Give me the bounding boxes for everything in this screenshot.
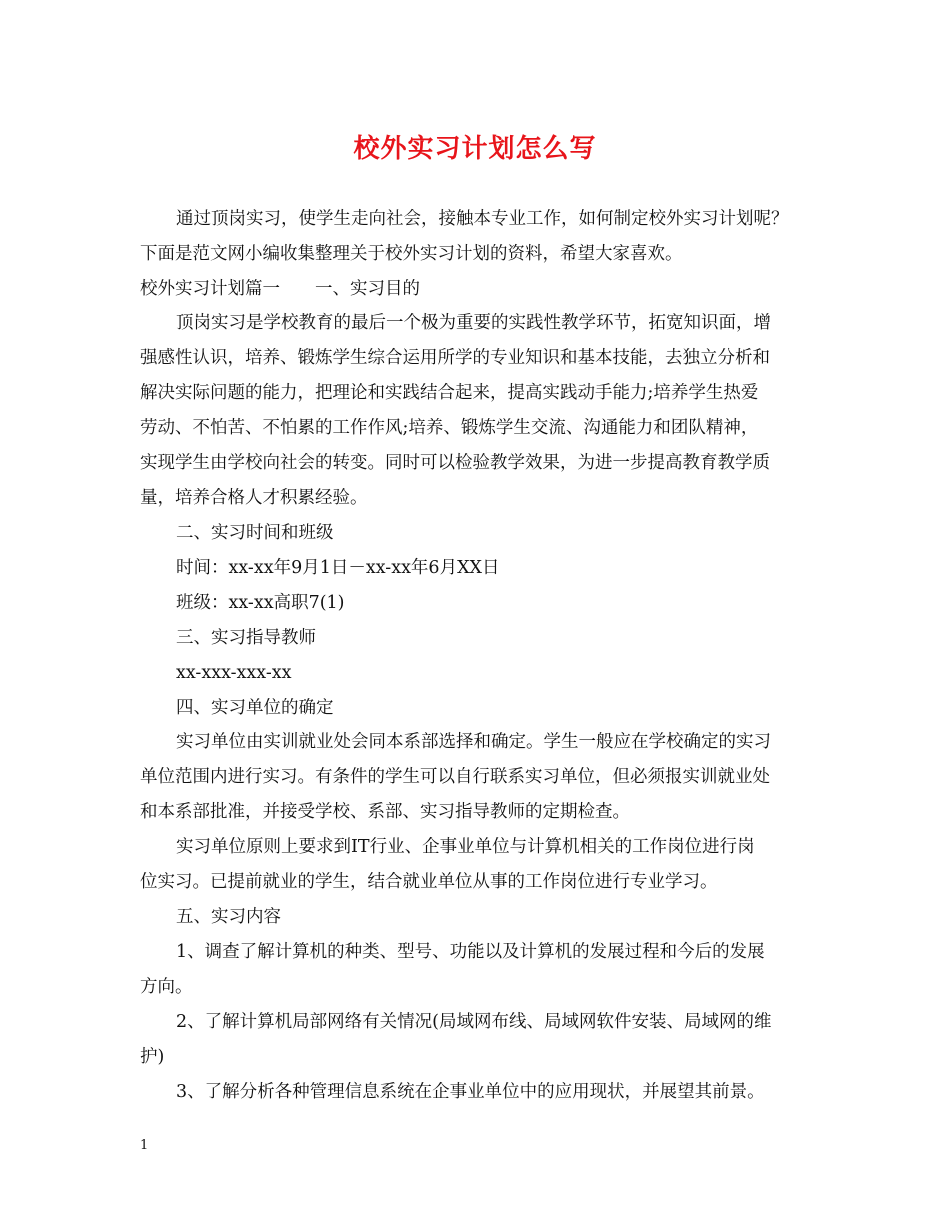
section-heading: 五、实习内容: [176, 907, 281, 927]
paragraph-line: 实现学生由学校向社会的转变。同时可以检验教学效果，为进一步提高教育教学质: [140, 453, 770, 473]
paragraph-line: 2、了解计算机局部网络有关情况(局域网布线、局域网软件安装、局域网的维: [176, 1012, 772, 1032]
paragraph-line: 时间：xx-xx年9月1日－xx-xx年6月XX日: [176, 558, 500, 578]
section-heading: 校外实习计划篇一 一、实习目的: [140, 279, 420, 299]
paragraph-line: 班级：xx-xx高职7(1): [176, 593, 345, 613]
section-heading: 三、实习指导教师: [176, 628, 316, 648]
paragraph-line: 护): [140, 1047, 165, 1067]
section-heading: 二、实习时间和班级: [176, 523, 334, 543]
paragraph-line: 解决实际问题的能力，把理论和实践结合起来，提高实践动手能力;培养学生热爱: [140, 383, 759, 403]
paragraph-line: 实习单位由实训就业处会同本系部选择和确定。学生一般应在学校确定的实习: [176, 732, 771, 752]
paragraph-line: 和本系部批准，并接受学校、系部、实习指导教师的定期检查。: [140, 802, 630, 822]
paragraph-line: 实习单位原则上要求到IT行业、企事业单位与计算机相关的工作岗位进行岗: [176, 837, 755, 857]
paragraph-line: 通过顶岗实习，使学生走向社会，接触本专业工作，如何制定校外实习计划呢？: [176, 209, 789, 229]
paragraph-line: xx-xxx-xxx-xx: [176, 663, 292, 683]
paragraph-line: 方向。: [140, 977, 193, 997]
paragraph-line: 位实习。已提前就业的学生，结合就业单位从事的工作岗位进行专业学习。: [140, 872, 718, 892]
paragraph-line: 劳动、不怕苦、不怕累的工作作风;培养、锻炼学生交流、沟通能力和团队精神，: [140, 418, 759, 438]
paragraph-line: 单位范围内进行实习。有条件的学生可以自行联系实习单位，但必须报实训就业处: [140, 767, 770, 787]
paragraph-line: 强感性认识，培养、锻炼学生综合运用所学的专业知识和基本技能，去独立分析和: [140, 348, 770, 368]
paragraph-line: 量，培养合格人才积累经验。: [140, 488, 368, 508]
paragraph-line: 下面是范文网小编收集整理关于校外实习计划的资料，希望大家喜欢。: [140, 244, 683, 264]
paragraph-line: 3、了解分析各种管理信息系统在企事业单位中的应用现状，并展望其前景。: [176, 1082, 765, 1102]
paragraph-line: 1、调查了解计算机的种类、型号、功能以及计算机的发展过程和今后的发展: [176, 942, 765, 962]
document-title: 校外实习计划怎么写: [353, 134, 597, 164]
section-heading: 四、实习单位的确定: [176, 698, 334, 718]
page-number: 1: [140, 1138, 149, 1153]
paragraph-line: 顶岗实习是学校教育的最后一个极为重要的实践性教学环节，拓宽知识面，增: [176, 313, 771, 333]
